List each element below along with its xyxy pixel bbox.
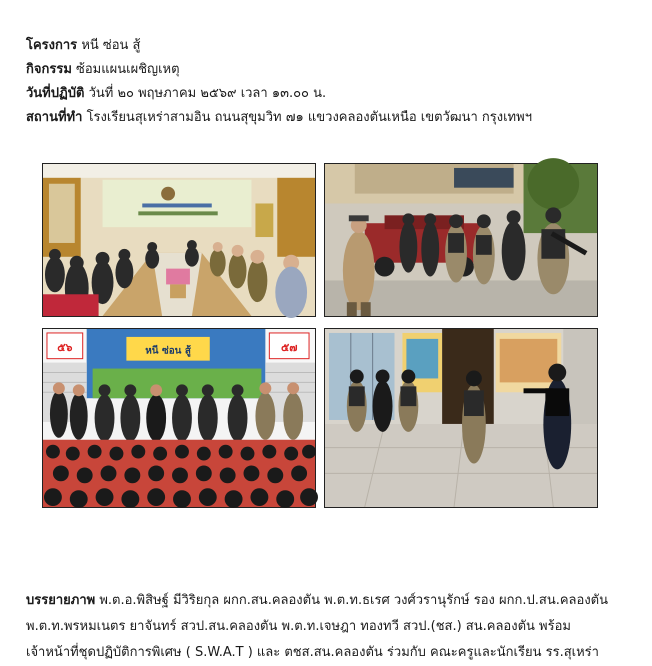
- document-header: [26, 34, 626, 130]
- banner-title: หนี ซ่อน สู้: [145, 345, 191, 357]
- caption-line-2: พ.ต.ท.พรหมเนตร ยาจันทร์ สวป.สน.คลองตัน พ.ต.ท.เจษฎา ทองทวี สวป.(ชส.) สน.คลองตัน พร้อม: [26, 619, 571, 634]
- meeting-room-image: [43, 164, 315, 316]
- photo-meeting-room: [42, 163, 316, 317]
- activity-label: กิจกรรม: [26, 62, 72, 77]
- swat-building-image: [325, 329, 597, 507]
- place-label: สถานที่ทำ: [26, 110, 83, 125]
- school-assembly-image: [43, 329, 315, 507]
- caption-label: บรรยายภาพ: [26, 593, 96, 608]
- caption-line-1: [26, 588, 636, 614]
- banner-right-number: ๕๗: [280, 340, 298, 354]
- banner-left-number: ๕๖: [57, 340, 73, 354]
- photo-swat-building-entry: [324, 328, 598, 508]
- swat-outdoor-image: [325, 164, 597, 316]
- photo-swat-team-outdoor: [324, 163, 598, 317]
- caption-text-1: พ.ต.อ.พิสิษฐ์ มีวิริยกุล ผกก.สน.คลองตัน พ.ต.ท.ธเรศ วงศ์วรานุรักษ์ รอง ผกก.ป.สน.คลองตัน: [99, 593, 608, 608]
- project-value: หนี ซ่อน สู้: [81, 38, 141, 53]
- date-label: วันที่ปฏิบัติ: [26, 86, 85, 101]
- place-value: โรงเรียนสุเหร่าสามอิน ถนนสุขุมวิท ๗๑ แขวงคลองตันเหนือ เขตวัฒนา กรุงเทพฯ: [86, 110, 532, 125]
- activity-value: ซ้อมแผนเผชิญเหตุ: [76, 62, 180, 77]
- activity-line: [26, 58, 626, 82]
- photo-school-assembly: [42, 328, 316, 508]
- photo-grid: [42, 163, 598, 508]
- date-line: [26, 82, 626, 106]
- project-label: โครงการ: [26, 38, 78, 53]
- photo-caption: [26, 588, 636, 666]
- date-value: วันที่ ๒๐ พฤษภาคม ๒๕๖๙ เวลา ๑๓.๐๐ น.: [88, 86, 327, 101]
- place-line: [26, 106, 626, 130]
- caption-line-3: เจ้าหน้าที่ชุดปฏิบัติการพิเศษ ( S.W.A.T ) และ ตชส.สน.คลองตัน ร่วมกับ คณะครูและนักเรียน รร.สุเหร่า: [26, 645, 599, 660]
- project-line: [26, 34, 626, 58]
